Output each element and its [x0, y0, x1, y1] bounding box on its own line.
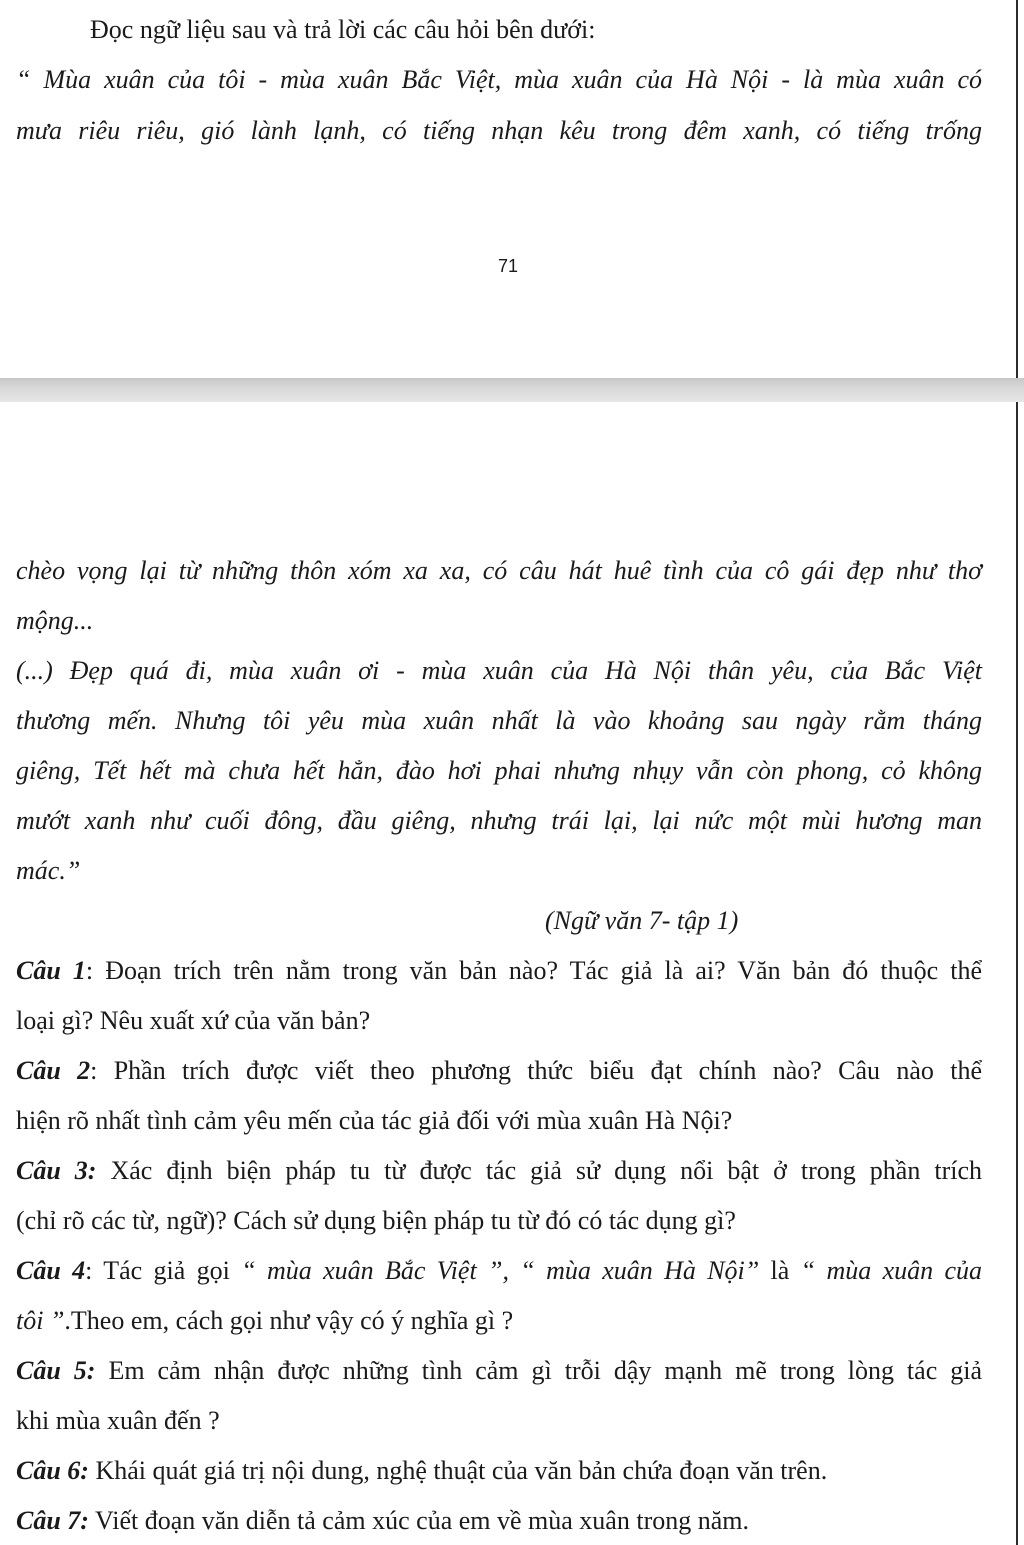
question-label: Câu 6: [16, 1456, 89, 1485]
question-3 [16, 1155, 982, 1187]
question-text: : Đoạn trích trên nằm trong văn bản nào? Tác giả là ai? Văn bản đó thuộc thể [85, 956, 982, 985]
passage-line: (...) Đẹp quá đi, mùa xuân ơi - mùa xuân của Hà Nội thân yêu, của Bắc Việt [16, 656, 982, 685]
passage-line: mộng... [16, 606, 94, 635]
page-number: 71 [497, 256, 519, 276]
question-4 [16, 1255, 982, 1287]
passage-line: giêng, Tết hết mà chưa hết hẳn, đào hơi phai nhưng nhụy vẫn còn phong, cỏ không [16, 756, 982, 785]
question-5 [16, 1355, 982, 1387]
question-2-cont: hiện rõ nhất tình cảm yêu mến của tác giả đối với mùa xuân Hà Nội? [16, 1106, 733, 1135]
source-citation: (Ngữ văn 7- tập 1) [545, 906, 739, 935]
passage-line: mướt xanh như cuối đông, đầu giêng, nhưng trái lại, lại nức một mùi hương man [16, 806, 982, 835]
question-6 [16, 1455, 982, 1487]
question-7 [16, 1505, 982, 1537]
question-4-cont [16, 1305, 982, 1337]
question-2 [16, 1055, 982, 1087]
instruction: Đọc ngữ liệu sau và trả lời các câu hỏi bên dưới: [90, 15, 596, 44]
passage-line: mưa riêu riêu, gió lành lạnh, có tiếng nhạn kêu trong đêm xanh, có tiếng trống [16, 116, 982, 145]
question-label: Câu 5: [16, 1356, 96, 1385]
question-quote: tôi ” [16, 1306, 65, 1335]
question-label: Câu 2 [16, 1056, 91, 1085]
question-1-cont: loại gì? Nêu xuất xứ của văn bản? [16, 1006, 371, 1035]
question-text: Xác định biện pháp tu từ được tác giả sử dụng nổi bật ở trong phần trích [96, 1156, 982, 1185]
passage-line: thương mến. Nhưng tôi yêu mùa xuân nhất là vào khoảng sau ngày rằm tháng [16, 706, 982, 735]
question-text: Viết đoạn văn diễn tả cảm xúc của em về mùa xuân trong năm. [88, 1506, 749, 1535]
question-text: Khái quát giá trị nội dung, nghệ thuật của văn bản chứa đoạn văn trên. [88, 1456, 828, 1485]
passage-line: “ Mùa xuân của tôi - mùa xuân Bắc Việt, mùa xuân của Hà Nội - là mùa xuân có [16, 65, 982, 94]
question-label: Câu 4 [16, 1256, 86, 1285]
question-label: Câu 7: [16, 1506, 89, 1535]
question-5-cont: khi mùa xuân đến ? [16, 1406, 220, 1435]
question-text: Em cảm nhận được những tình cảm gì trỗi dậy mạnh mẽ trong lòng tác giả [95, 1356, 982, 1385]
passage-line: mác.” [16, 856, 81, 885]
question-text: : Tác giả gọi [85, 1256, 242, 1285]
page-break [0, 378, 1024, 402]
passage-line: chèo vọng lại từ những thôn xóm xa xa, có câu hát huê tình của cô gái đẹp như thơ [16, 556, 982, 585]
question-quote: “ mùa xuân Bắc Việt ”, “ mùa xuân Hà Nội” [241, 1256, 760, 1285]
question-3-cont: (chỉ rõ các từ, ngữ)? Cách sử dụng biện pháp tu từ đó có tác dụng gì? [16, 1206, 736, 1235]
question-label: Câu 1 [16, 956, 86, 985]
page-top [0, 0, 1018, 378]
question-text: là [759, 1256, 801, 1285]
question-text: : Phần trích được viết theo phương thức biểu đạt chính nào? Câu nào thể [90, 1056, 982, 1085]
question-1 [16, 955, 982, 987]
question-quote: “ mùa xuân của [800, 1256, 982, 1285]
question-text: .Theo em, cách gọi như vậy có ý nghĩa gì ? [64, 1306, 514, 1335]
question-label: Câu 3: [16, 1156, 97, 1185]
